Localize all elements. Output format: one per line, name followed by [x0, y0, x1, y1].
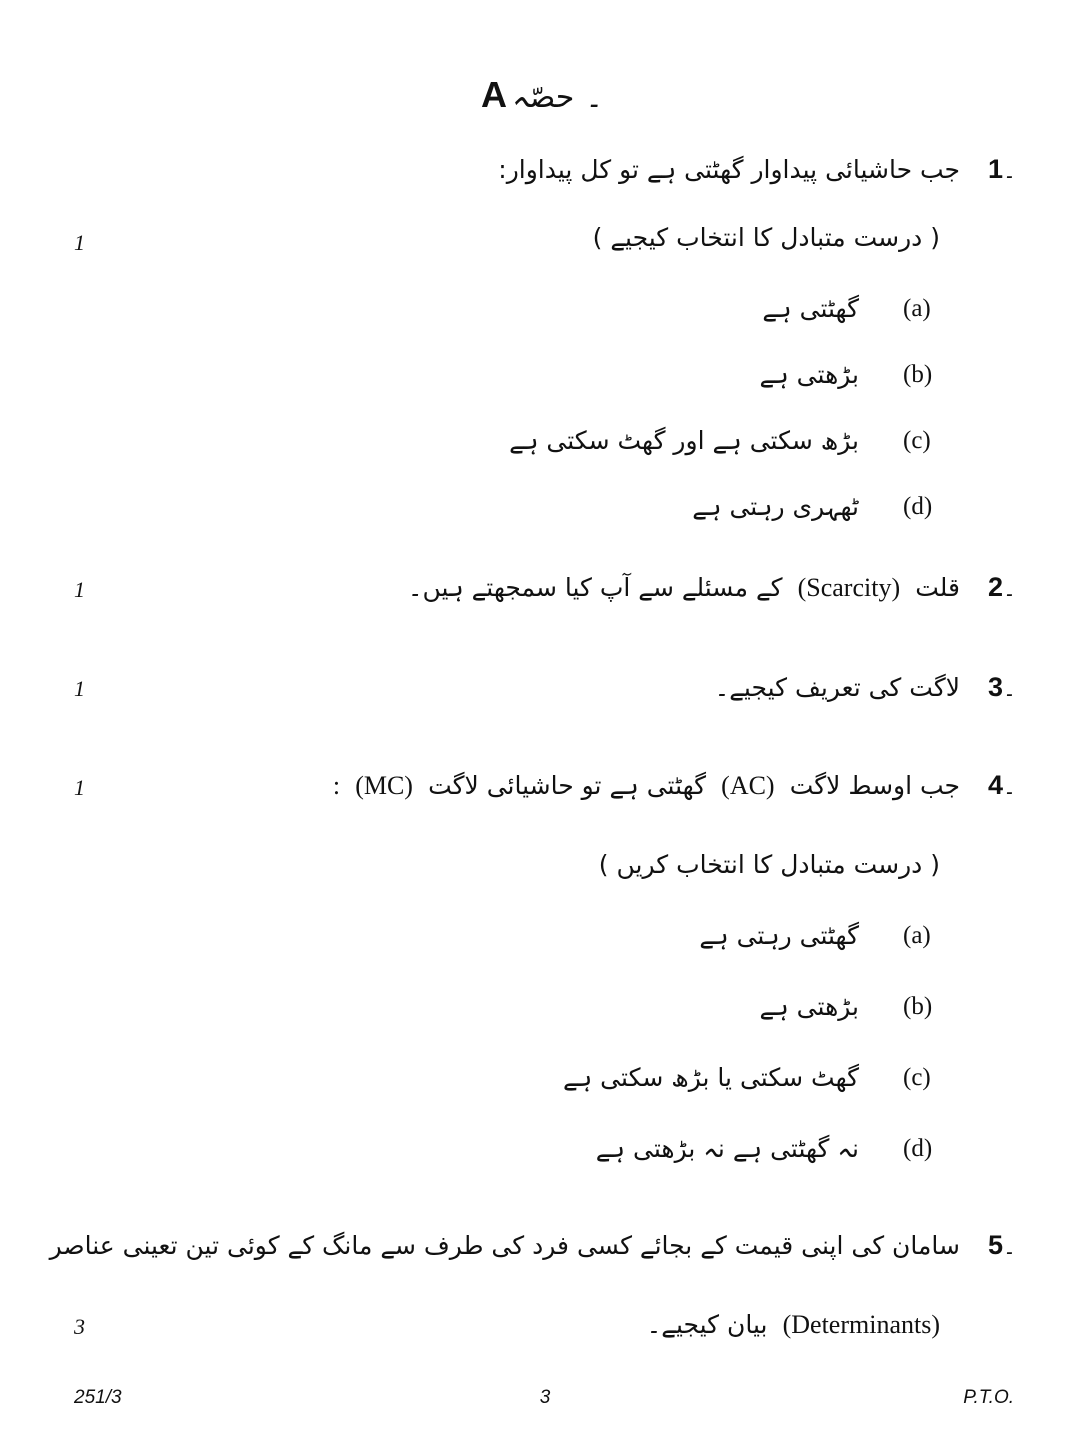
question-2-marks: 1: [74, 577, 85, 602]
question-1-text: جب حاشیائی پیداوار گھٹتی ہے تو کل پیداوار:: [498, 155, 960, 184]
question-5-line2-text: بیان کیجیے۔: [646, 1310, 768, 1339]
question-5-term: (Determinants): [782, 1310, 940, 1339]
q1-option-b-label: (b): [903, 361, 933, 388]
question-2-text: [408, 575, 960, 601]
q1-option-a-label: (a): [903, 295, 931, 322]
footer-code: 251/3: [74, 1387, 122, 1408]
question-5-number: 5۔: [988, 1230, 1016, 1260]
question-4-term-mc: (MC): [355, 771, 413, 800]
question-3-text: لاگت کی تعریف کیجیے۔: [714, 673, 960, 702]
question-2-part1: قلت: [915, 573, 960, 602]
q1-option-d-text: ٹھہری رہتی ہے: [692, 492, 859, 521]
section-label: حصّہ: [512, 80, 575, 115]
section-letter: A: [481, 74, 508, 115]
q4-option-d-text: نہ گھٹتی ہے نہ بڑھتی ہے: [595, 1134, 859, 1163]
question-3-number: 3۔: [988, 672, 1016, 702]
q4-option-c-text: گھٹ سکتی یا بڑھ سکتی ہے: [562, 1063, 859, 1092]
section-dash: ۔: [585, 80, 603, 115]
question-5-marks: 3: [74, 1314, 85, 1339]
question-4-text: [333, 773, 960, 799]
question-3-marks: 1: [74, 676, 85, 701]
footer-page-number: 3: [539, 1387, 551, 1408]
question-2-number: 2۔: [988, 572, 1016, 602]
q4-option-d-label: (d): [903, 1135, 933, 1162]
question-2-part2: کے مسئلے سے آپ کیا سمجھتے ہیں۔: [407, 573, 783, 602]
question-1-marks: 1: [74, 230, 85, 255]
question-4-colon: :: [332, 771, 341, 800]
q1-option-c-label: (c): [903, 427, 931, 454]
question-5-line1: سامان کی اپنی قیمت کے بجائے کسی فرد کی طرف سے مانگ کے کوئی تین تعینی عناصر: [49, 1231, 960, 1260]
q1-option-a-text: گھٹتی ہے: [762, 294, 859, 323]
question-4-part1: جب اوسط لاگت: [789, 771, 960, 800]
q4-option-a-text: گھٹتی رہتی ہے: [699, 921, 859, 950]
question-2-term: (Scarcity): [797, 573, 901, 602]
section-heading: [0, 74, 1090, 116]
question-4-marks: 1: [74, 775, 85, 800]
question-1-instruction: ( درست متبادل کا انتخاب کیجیے ): [592, 223, 940, 252]
question-4-part2: گھٹتی ہے تو حاشیائی لاگت: [428, 771, 707, 800]
question-4-number: 4۔: [988, 770, 1016, 800]
q1-option-d-label: (d): [903, 493, 933, 520]
q1-option-c-text: بڑھ سکتی ہے اور گھٹ سکتی ہے: [509, 426, 859, 455]
question-1-number: 1۔: [988, 154, 1016, 184]
question-4-term-ac: (AC): [721, 771, 775, 800]
q4-option-b-text: بڑھتی ہے: [759, 992, 859, 1021]
q4-option-a-label: (a): [903, 922, 931, 949]
q4-option-b-label: (b): [903, 993, 933, 1020]
q4-option-c-label: (c): [903, 1064, 931, 1091]
question-4-instruction: ( درست متبادل کا انتخاب کریں ): [598, 850, 940, 879]
footer-pto: P.T.O.: [963, 1387, 1014, 1408]
q1-option-b-text: بڑھتی ہے: [759, 360, 859, 389]
question-5-line2: [647, 1312, 940, 1338]
